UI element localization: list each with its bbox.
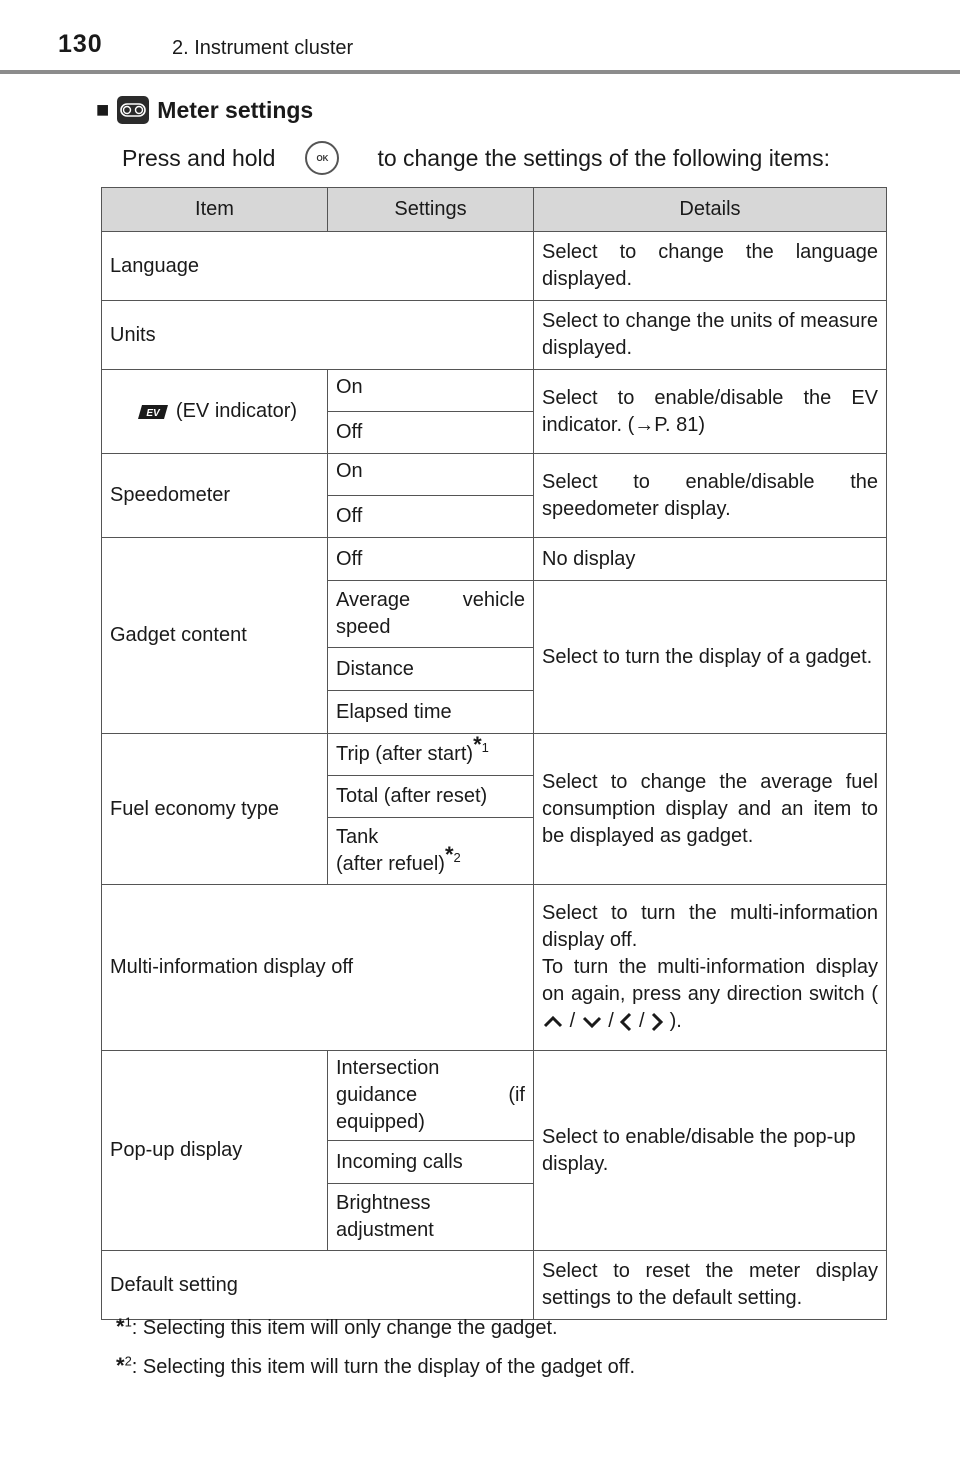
popup-incoming: Incoming calls bbox=[328, 1141, 534, 1184]
language-item: Language bbox=[102, 232, 534, 301]
arrow-up-icon bbox=[542, 1015, 564, 1029]
meter-settings-table bbox=[101, 187, 887, 1320]
sep-2: / bbox=[608, 1010, 614, 1032]
footnote-num: 1 bbox=[124, 1314, 132, 1330]
footnote-ref-2: 2 bbox=[453, 850, 461, 866]
multi-info-details bbox=[534, 885, 887, 1051]
header-settings: Settings bbox=[328, 188, 534, 232]
ev-details: Select to enable/disable the EV indicator. (→P. 81) bbox=[534, 370, 887, 454]
speedometer-on: On bbox=[328, 454, 534, 496]
multi-info-details-1: Select to turn the multi-information display off. bbox=[542, 902, 878, 951]
table-row bbox=[102, 232, 887, 301]
ev-indicator-item bbox=[102, 370, 328, 454]
section-bullet: ■ bbox=[96, 97, 110, 122]
fuel-trip: Trip (after start)$^{*1}$ bbox=[328, 734, 534, 776]
gadget-elapsed: Elapsed time bbox=[328, 691, 534, 734]
ev-on: On bbox=[328, 370, 534, 412]
table-row bbox=[102, 734, 887, 776]
close-paren: ). bbox=[669, 1010, 682, 1032]
fuel-tank: Tank (after refuel)$^{*2}$ bbox=[328, 818, 534, 885]
sep-3: / bbox=[638, 1010, 645, 1032]
fuel-item: Fuel economy type bbox=[102, 734, 328, 885]
sep-1: / bbox=[569, 1010, 576, 1032]
default-details: Select to reset the meter display settings to the default setting. bbox=[534, 1251, 887, 1320]
popup-item: Pop-up display bbox=[102, 1051, 328, 1251]
footnote-star: * bbox=[116, 1314, 125, 1339]
page-number: 130 bbox=[58, 30, 103, 58]
footnote-text: : Selecting this item will only change the gadget. bbox=[131, 1317, 558, 1339]
footnote-num: 2 bbox=[124, 1353, 132, 1369]
table-row bbox=[102, 454, 887, 496]
gadget-avg-speed: Average vehicle speed bbox=[328, 581, 534, 648]
table-row bbox=[102, 1051, 887, 1141]
meter-settings-icon bbox=[117, 96, 149, 124]
ok-button-icon bbox=[305, 141, 339, 175]
fuel-total: Total (after reset) bbox=[328, 776, 534, 818]
speedometer-item: Speedometer bbox=[102, 454, 328, 538]
fuel-tank-label: Tank bbox=[336, 826, 379, 848]
ev-off: Off bbox=[328, 412, 534, 454]
footnote-star: * bbox=[116, 1353, 125, 1378]
ev-indicator-icon bbox=[136, 403, 170, 421]
fuel-details: Select to change the average fuel consumption display and an item to be displayed as gadget. bbox=[534, 734, 887, 885]
gadget-details: Select to turn the display of a gadget. bbox=[534, 581, 887, 734]
intro-before: Press and hold bbox=[122, 144, 276, 171]
header-divider bbox=[0, 70, 960, 74]
header-item: Item bbox=[102, 188, 328, 232]
gadget-item: Gadget content bbox=[102, 538, 328, 734]
table-row bbox=[102, 370, 887, 412]
units-details: Select to change the units of measure displayed. bbox=[534, 301, 887, 370]
footnote-ref-1: 1 bbox=[481, 740, 489, 756]
footnote-2 bbox=[116, 1353, 635, 1379]
popup-intersection: Intersection guidance (if equipped) bbox=[328, 1051, 534, 1141]
footnote-1 bbox=[116, 1314, 558, 1340]
table-row bbox=[102, 1251, 887, 1320]
default-item: Default setting bbox=[102, 1251, 534, 1320]
arrow-left-icon bbox=[619, 1011, 633, 1033]
ev-indicator-label: (EV indicator) bbox=[175, 400, 298, 422]
footnote-text: : Selecting this item will turn the display of the gadget off. bbox=[131, 1356, 636, 1378]
gadget-off: Off bbox=[328, 538, 534, 581]
header-details: Details bbox=[534, 188, 887, 232]
table-row bbox=[102, 301, 887, 370]
units-item: Units bbox=[102, 301, 534, 370]
ok-button-label: OK bbox=[316, 153, 329, 163]
speedometer-details: Select to enable/disable the speedometer display. bbox=[534, 454, 887, 538]
table-row bbox=[102, 538, 887, 581]
gadget-distance: Distance bbox=[328, 648, 534, 691]
fuel-trip-label: Trip (after start) bbox=[336, 743, 474, 765]
chapter-title: 2. Instrument cluster bbox=[172, 37, 354, 59]
intro-after: to change the settings of the following items: bbox=[377, 144, 831, 171]
arrow-right-icon bbox=[650, 1011, 664, 1033]
intro-sentence bbox=[122, 141, 830, 175]
speedometer-off: Off bbox=[328, 496, 534, 538]
fuel-tank-sub: (after refuel) bbox=[336, 853, 445, 875]
language-details: Select to change the language displayed. bbox=[534, 232, 887, 301]
arrow-down-icon bbox=[581, 1015, 603, 1029]
table-row bbox=[102, 885, 887, 1051]
section-heading bbox=[96, 96, 313, 124]
section-title: Meter settings bbox=[157, 96, 314, 123]
gadget-off-details: No display bbox=[534, 538, 887, 581]
table-header-row bbox=[102, 188, 887, 232]
popup-brightness: Brightness adjustment bbox=[328, 1184, 534, 1251]
popup-details: Select to enable/disable the pop-up display. bbox=[534, 1051, 887, 1251]
svg-text:EV: EV bbox=[146, 407, 160, 419]
multi-info-item: Multi-information display off bbox=[102, 885, 534, 1051]
multi-info-details-2: To turn the multi-information display on again, press any direction switch ( bbox=[542, 956, 878, 1005]
